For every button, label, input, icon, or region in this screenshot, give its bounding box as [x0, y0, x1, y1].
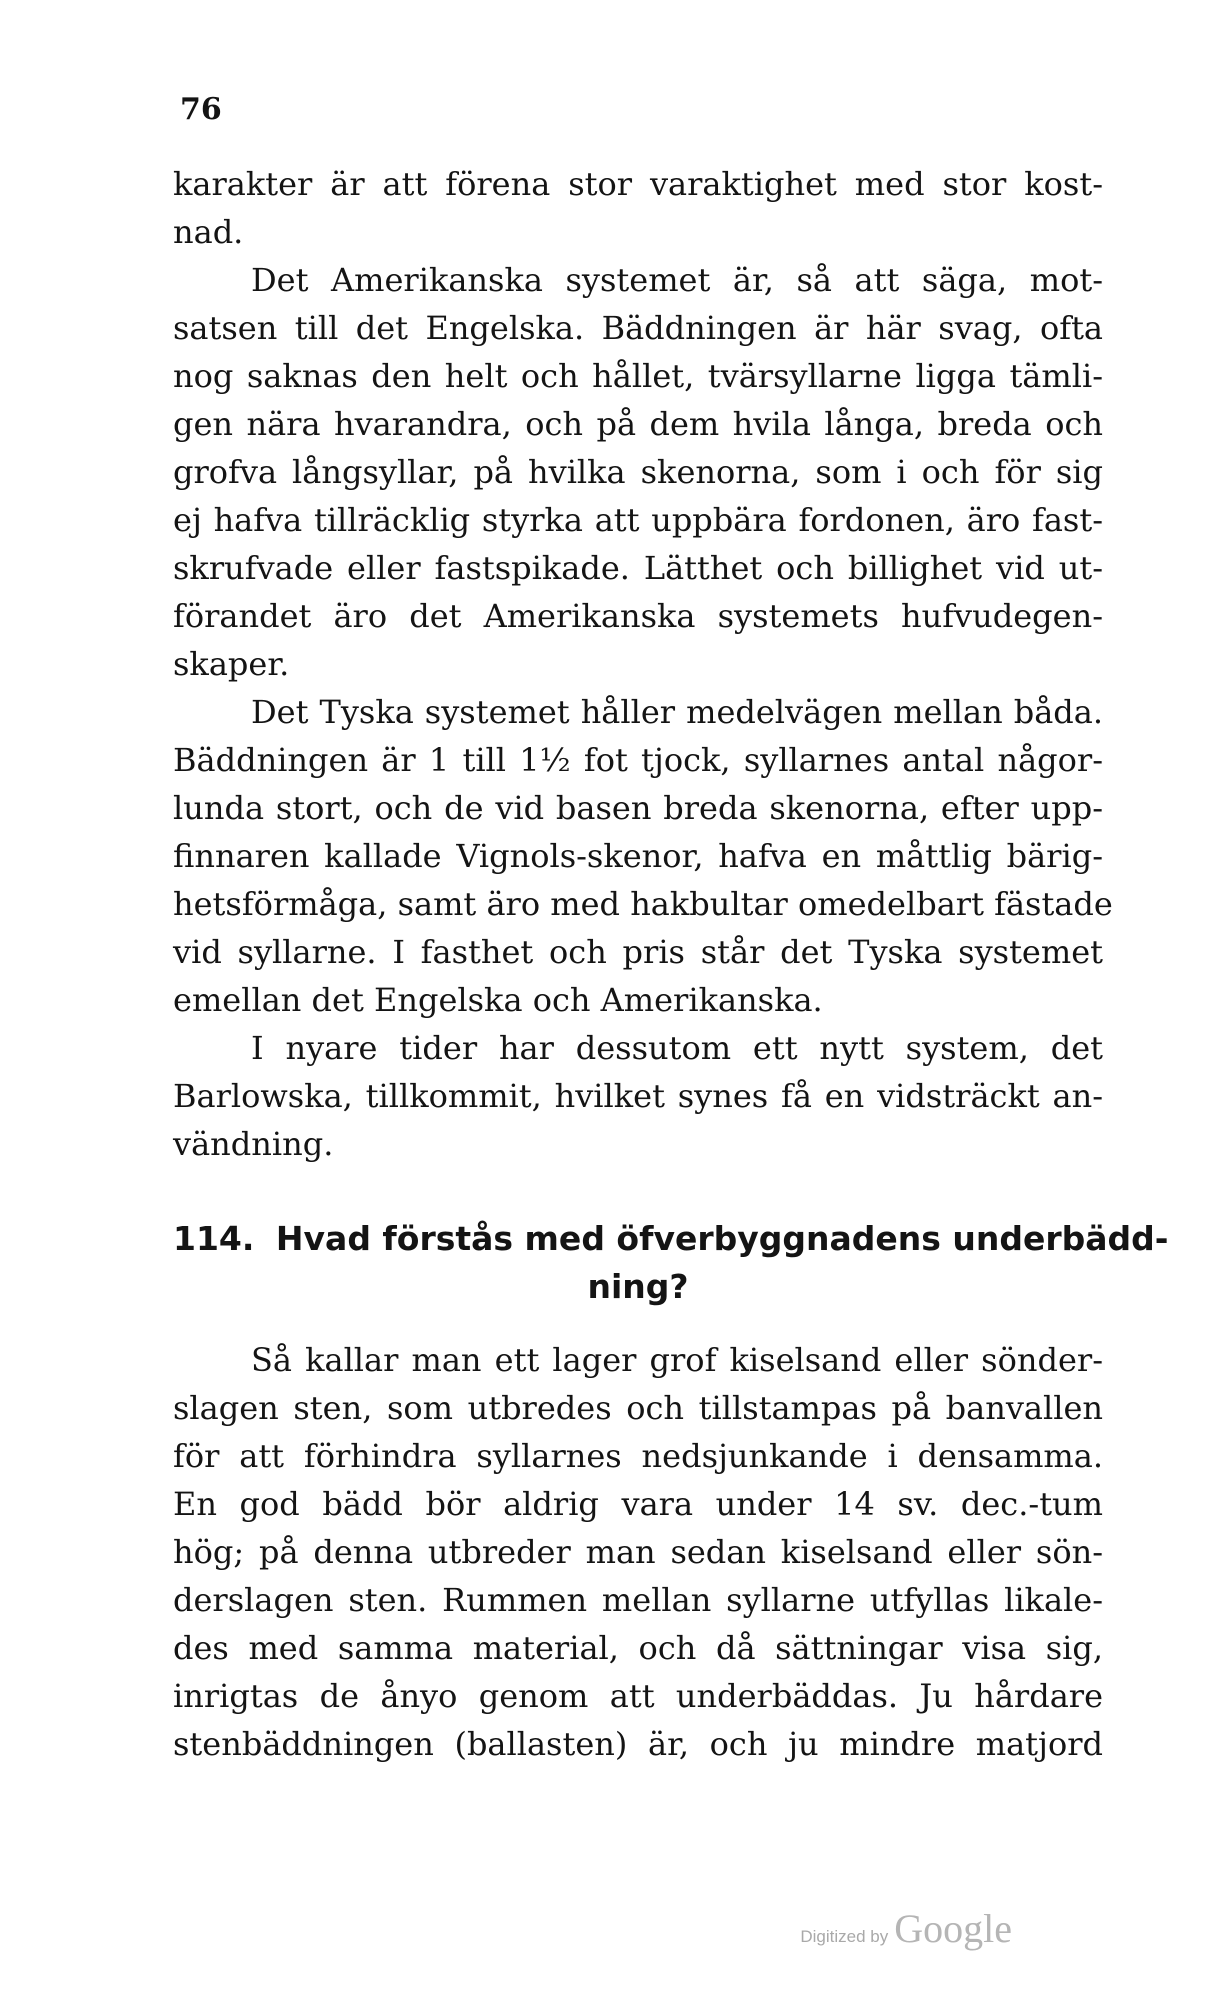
text-line: Bäddningen är 1 till 1½ fot tjock, syllarnes antal någor-	[173, 741, 1103, 779]
text-line: Barlowska, tillkommit, hvilket synes få en vidsträckt an-	[173, 1077, 1103, 1115]
text-line: förandet äro det Amerikanska systemets hufvudegen-	[173, 597, 1103, 635]
text-line: gen nära hvarandra, och på dem hvila långa, breda och	[173, 405, 1103, 443]
text-line: Det Tyska systemet håller medelvägen mellan båda.	[251, 693, 1103, 731]
text-line: skrufvade eller fastspikade. Lätthet och billighet vid ut-	[173, 549, 1103, 587]
text-line: lunda stort, och de vid basen breda skenorna, efter upp-	[173, 789, 1103, 827]
text-line: finnaren kallade Vignols-skenor, hafva en måttlig bärig-	[173, 837, 1103, 875]
watermark-prefix: Digitized by	[800, 1927, 889, 1946]
text-line: satsen till det Engelska. Bäddningen är här svag, ofta	[173, 309, 1103, 347]
paragraph-5	[173, 1336, 1103, 1768]
paragraph-1	[173, 160, 1103, 256]
heading-line-continued: ning?	[587, 1267, 689, 1306]
text-line: ej hafva tillräcklig styrka att uppbära fordonen, äro fast-	[173, 501, 1103, 539]
text-line: vändning.	[173, 1125, 334, 1163]
text-line: skaper.	[173, 645, 290, 683]
paragraph-4	[173, 1024, 1103, 1168]
text-line: för att förhindra syllarnes nedsjunkande i densamma.	[173, 1437, 1103, 1475]
text-line: hetsförmåga, samt äro med hakbultar omedelbart fästade	[173, 885, 1113, 923]
text-line: karakter är att förena stor varaktighet med stor kost-	[173, 165, 1103, 203]
text-line: des med samma material, och då sättningar visa sig,	[173, 1629, 1103, 1667]
text-line: stenbäddningen (ballasten) är, och ju mindre matjord	[173, 1725, 1103, 1763]
text-line: inrigtas de ånyo genom att underbäddas. Ju hårdare	[173, 1677, 1103, 1715]
page-number: 76	[180, 92, 222, 127]
heading-line	[173, 1215, 1169, 1263]
text-line: En god bädd bör aldrig vara under 14 sv. dec.-tum	[173, 1485, 1103, 1523]
text-line: vid syllarne. I fasthet och pris står det Tyska systemet	[173, 933, 1103, 971]
paragraph-3	[173, 688, 1113, 1024]
section-number: 114.	[173, 1219, 255, 1258]
text-line: derslagen sten. Rummen mellan syllarne utfyllas likale-	[173, 1581, 1103, 1619]
text-line: Så kallar man ett lager grof kiselsand eller sönder-	[251, 1341, 1103, 1379]
text-line: grofva långsyllar, på hvilka skenorna, som i och för sig	[173, 453, 1103, 491]
google-logo: Google	[894, 1906, 1012, 1951]
text-line: hög; på denna utbreder man sedan kiselsand eller sön-	[173, 1533, 1103, 1571]
text-line: I nyare tider har dessutom ett nytt system, det	[251, 1029, 1103, 1067]
section-heading	[173, 1215, 1169, 1311]
text-line: slagen sten, som utbredes och tillstampas på banvallen	[173, 1389, 1103, 1427]
text-line: Det Amerikanska systemet är, så att säga, mot-	[251, 261, 1103, 299]
text-line: nad.	[173, 213, 244, 251]
text-line: nog saknas den helt och hållet, tvärsyllarne ligga tämli-	[173, 357, 1103, 395]
digitization-watermark	[800, 1905, 1012, 1952]
paragraph-2	[173, 256, 1103, 688]
text-line: emellan det Engelska och Amerikanska.	[173, 981, 823, 1019]
section-question: Hvad förstås med öfverbyggnadens underbädd-	[275, 1219, 1169, 1258]
